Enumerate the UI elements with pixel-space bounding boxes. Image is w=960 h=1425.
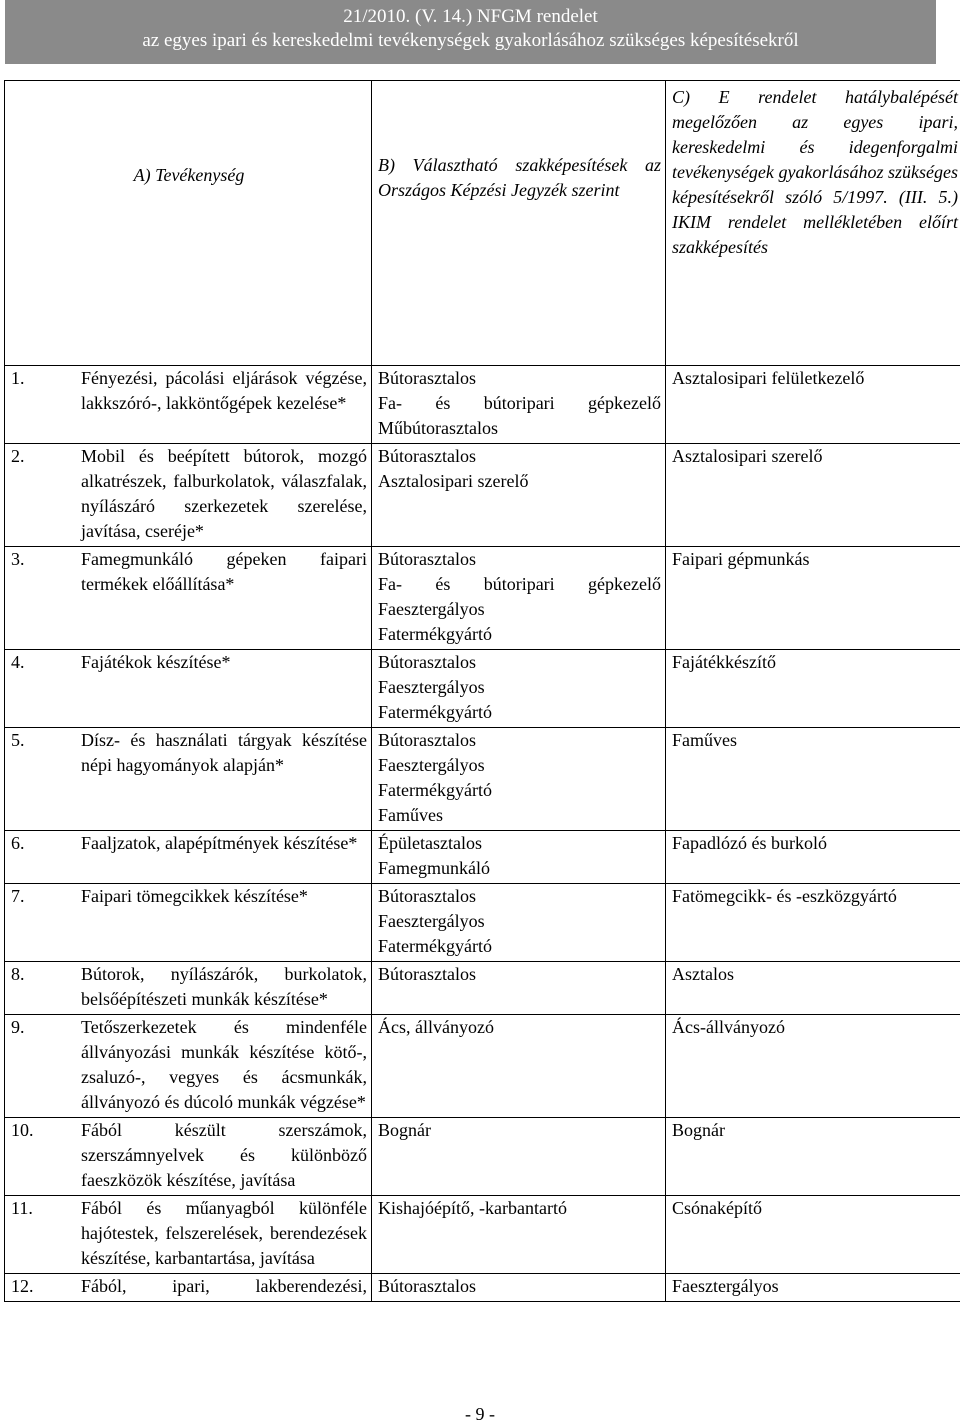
- row-number: 1.: [11, 366, 79, 391]
- row-number: 12.: [11, 1274, 79, 1299]
- qualification-item: Fatermékgyártó: [378, 622, 661, 647]
- qualification-item: Faesztergályos: [378, 597, 661, 622]
- qualifications-cell: [372, 1196, 666, 1274]
- previous-qualification-cell: Bognár: [666, 1118, 960, 1196]
- row-number: 3.: [11, 547, 79, 572]
- column-header-activity: A) Tevékenység: [5, 81, 372, 366]
- activity-cell: [5, 962, 372, 1015]
- qualification-item: Kishajóépítő, -karbantartó: [378, 1196, 661, 1221]
- qualification-item: Fa- és bútoripari gépkezelő: [378, 391, 661, 416]
- qualification-item: Bútorasztalos: [378, 884, 661, 909]
- activity-cell: [5, 728, 372, 831]
- activity-text: Famegmunkáló gépeken faipari termékek előállítása*: [81, 547, 367, 597]
- row-number: 10.: [11, 1118, 79, 1143]
- qualification-item: Faműves: [378, 803, 661, 828]
- qualifications-cell: [372, 962, 666, 1015]
- activity-cell: [5, 1274, 372, 1302]
- activity-text: Fából készült szerszámok, szerszámnyelvek és különböző faeszközök készítése, javítása: [81, 1118, 367, 1193]
- qualification-item: Bútorasztalos: [378, 547, 661, 572]
- previous-qualification-cell: Fatömegcikk- és -eszközgyártó: [666, 884, 960, 962]
- activity-text: Faipari tömegcikkek készítése*: [81, 884, 367, 909]
- qualification-item: Műbútorasztalos: [378, 416, 661, 441]
- qualification-item: Épületasztalos: [378, 831, 661, 856]
- row-number: 8.: [11, 962, 79, 987]
- activity-text: Fából és műanyagból különféle hajótestek, felszerelések, berendezések készítése, karbantartása, javítása: [81, 1196, 367, 1271]
- table-row: [5, 1274, 960, 1302]
- qualification-item: Faesztergályos: [378, 675, 661, 700]
- qualifications-cell: [372, 728, 666, 831]
- table-row: [5, 650, 960, 728]
- table-row: [5, 884, 960, 962]
- qualifications-cell: [372, 650, 666, 728]
- previous-qualification-cell: Asztalosipari szerelő: [666, 444, 960, 547]
- row-number: 4.: [11, 650, 79, 675]
- table-header-row: [5, 81, 960, 366]
- qualifications-cell: [372, 547, 666, 650]
- qualifications-cell: [372, 1015, 666, 1118]
- previous-qualification-cell: Faesztergályos: [666, 1274, 960, 1302]
- page-number: - 9 -: [0, 1404, 960, 1425]
- qualification-item: Bútorasztalos: [378, 1274, 661, 1299]
- activity-text: Fényezési, pácolási eljárások végzése, lakkszóró-, lakköntőgépek kezelése*: [81, 366, 367, 416]
- previous-qualification-cell: Fapadlózó és burkoló: [666, 831, 960, 884]
- table-row: [5, 962, 960, 1015]
- activity-text: Fából, ipari, lakberendezési,: [81, 1274, 367, 1299]
- activity-cell: [5, 547, 372, 650]
- previous-qualification-cell: Asztalosipari felületkezelő: [666, 366, 960, 444]
- activity-text: Dísz- és használati tárgyak készítése népi hagyományok alapján*: [81, 728, 367, 778]
- row-number: 9.: [11, 1015, 79, 1040]
- table-row: [5, 547, 960, 650]
- activity-cell: [5, 444, 372, 547]
- activity-text: Tetőszerkezetek és mindenféle állványozási munkák készítése kötő-, zsaluzó-, vegyes és ácsmunkák, állványozó és dúcoló munkák végzése*: [81, 1015, 367, 1115]
- activity-cell: [5, 650, 372, 728]
- previous-qualification-cell: Faipari gépmunkás: [666, 547, 960, 650]
- activity-cell: [5, 1118, 372, 1196]
- page-header: [5, 0, 936, 64]
- row-number: 6.: [11, 831, 79, 856]
- regulation-title: 21/2010. (V. 14.) NFGM rendelet: [5, 5, 936, 29]
- row-number: 5.: [11, 728, 79, 753]
- activity-cell: [5, 884, 372, 962]
- qualification-item: Bútorasztalos: [378, 962, 661, 987]
- previous-qualification-cell: Asztalos: [666, 962, 960, 1015]
- qualification-item: Bútorasztalos: [378, 444, 661, 469]
- qualifications-cell: [372, 1118, 666, 1196]
- qualification-item: Fa- és bútoripari gépkezelő: [378, 572, 661, 597]
- table-row: [5, 1196, 960, 1274]
- qualification-item: Faesztergályos: [378, 753, 661, 778]
- qualifications-cell: [372, 884, 666, 962]
- table-row: [5, 831, 960, 884]
- row-number: 11.: [11, 1196, 79, 1221]
- qualifications-cell: [372, 831, 666, 884]
- previous-qualification-cell: Ács-állványozó: [666, 1015, 960, 1118]
- qualifications-cell: [372, 1274, 666, 1302]
- previous-qualification-cell: Csónaképítő: [666, 1196, 960, 1274]
- activity-text: Fajátékok készítése*: [81, 650, 367, 675]
- qualifications-cell: [372, 444, 666, 547]
- qualification-item: Fatermékgyártó: [378, 700, 661, 725]
- table-row: [5, 1015, 960, 1118]
- qualification-item: Ács, állványozó: [378, 1015, 661, 1040]
- qualification-item: Bútorasztalos: [378, 650, 661, 675]
- qualification-item: Fatermékgyártó: [378, 778, 661, 803]
- qualification-item: Famegmunkáló: [378, 856, 661, 881]
- activity-cell: [5, 831, 372, 884]
- previous-qualification-cell: Faműves: [666, 728, 960, 831]
- regulation-subtitle: az egyes ipari és kereskedelmi tevékenységek gyakorlásához szükséges képesítésekről: [5, 29, 936, 53]
- activity-text: Mobil és beépített bútorok, mozgó alkatrészek, falburkolatok, válaszfalak, nyílászáró szerkezetek szerelése, javítása, cseréje*: [81, 444, 367, 544]
- activity-cell: [5, 366, 372, 444]
- qualification-item: Bútorasztalos: [378, 728, 661, 753]
- activity-cell: [5, 1196, 372, 1274]
- qualification-item: Asztalosipari szerelő: [378, 469, 661, 494]
- qualification-table: [4, 80, 960, 1302]
- row-number: 7.: [11, 884, 79, 909]
- table-row: [5, 1118, 960, 1196]
- column-header-qualifications: B) Választható szakképesítések az Országos Képzési Jegyzék szerint: [372, 81, 666, 366]
- activity-cell: [5, 1015, 372, 1118]
- activity-text: Bútorok, nyílászárók, burkolatok, belsőépítészeti munkák készítése*: [81, 962, 367, 1012]
- previous-qualification-cell: Fajátékkészítő: [666, 650, 960, 728]
- qualification-item: Bútorasztalos: [378, 366, 661, 391]
- qualification-item: Faesztergályos: [378, 909, 661, 934]
- qualification-item: Fatermékgyártó: [378, 934, 661, 959]
- table-row: [5, 366, 960, 444]
- column-header-previous-qualification: C) E rendelet hatálybalépését megelőzően az egyes ipari, kereskedelmi és idegenforgalmi tevékenységek gyakorlásához szükséges képesítésekről szóló 5/1997. (III. 5.) IKIM rendelet mellékletében előírt szakképesítés: [666, 81, 960, 366]
- table-row: [5, 728, 960, 831]
- qualifications-cell: [372, 366, 666, 444]
- row-number: 2.: [11, 444, 79, 469]
- activity-text: Faaljzatok, alapépítmények készítése*: [81, 831, 367, 856]
- qualification-item: Bognár: [378, 1118, 661, 1143]
- table-row: [5, 444, 960, 547]
